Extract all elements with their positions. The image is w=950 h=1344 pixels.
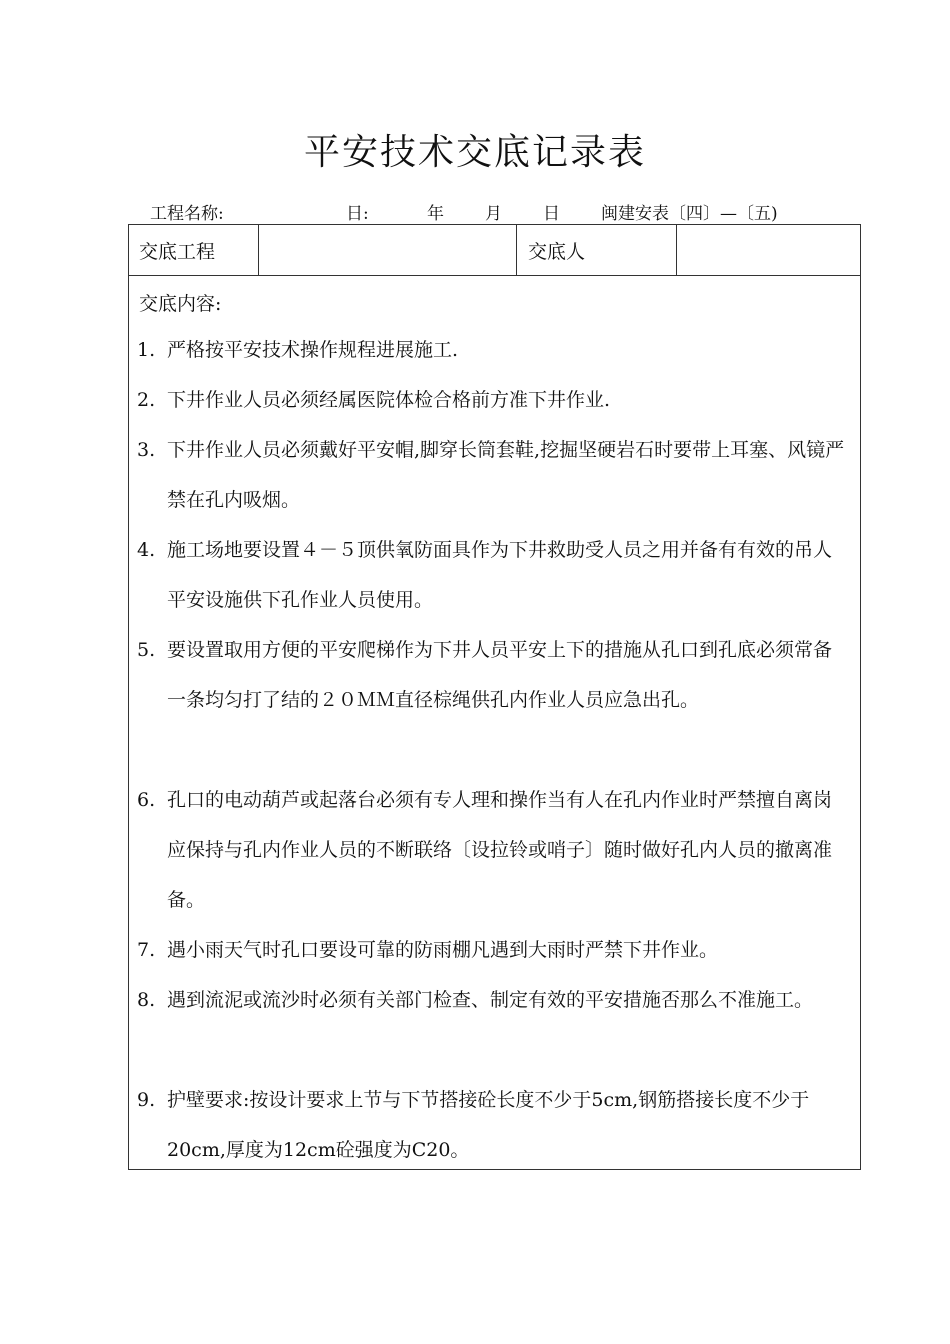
item-text: 遇小雨天气时孔口要设可靠的防雨棚凡遇到大雨时严禁下井作业。 <box>167 939 719 961</box>
list-item <box>137 775 849 925</box>
project-name-label: 工程名称: <box>150 204 224 224</box>
item-text: 孔口的电动葫芦或起落台必须有专人理和操作当有人在孔内作业时严禁擅自离岗应保持与孔内作业人员的不断联络〔设拉铃或哨子〕随时做好孔内人员的撤离准备。 <box>167 789 833 911</box>
form-code: 闽建安表〔四〕—〔五) <box>601 204 778 224</box>
item-text: 护壁要求:按设计要求上节与下节搭接砼长度不少于5cm,钢筋搭接长度不少于20cm,厚度为12cm砼强度为C20。 <box>167 1089 810 1161</box>
divider <box>676 225 677 275</box>
item-number: 5. <box>137 639 156 661</box>
item-number: 8. <box>137 989 156 1011</box>
item-number: 2. <box>137 389 156 411</box>
divider <box>516 225 517 275</box>
list-item <box>137 625 849 725</box>
list-item <box>137 1075 849 1175</box>
list-item <box>137 525 849 625</box>
day-label: 日 <box>543 204 560 224</box>
item-number: 6. <box>137 789 156 811</box>
item-number: 9. <box>137 1089 156 1111</box>
content-label: 交底内容: <box>139 293 222 315</box>
date-label: 日: <box>346 204 369 224</box>
item-text: 施工场地要设置４－５顶供氧防面具作为下井救助受人员之用并备有有效的吊人平安设施供下孔作业人员使用。 <box>167 539 833 611</box>
list-item <box>137 975 849 1025</box>
list-item <box>137 425 849 525</box>
list-item <box>137 375 849 425</box>
list-item <box>137 325 849 375</box>
year-label: 年 <box>427 204 444 224</box>
person-label: 交底人 <box>528 241 586 263</box>
item-number: 4. <box>137 539 156 561</box>
item-text: 要设置取用方便的平安爬梯作为下井人员平安上下的措施从孔口到孔底必须常备一条均匀打了结的２０ＭＭ直径棕绳供孔内作业人员应急出孔。 <box>167 639 833 711</box>
item-text: 遇到流泥或流沙时必须有关部门检查、制定有效的平安措施否那么不准施工。 <box>167 989 814 1011</box>
project-label: 交底工程 <box>139 241 216 263</box>
disclosure-form <box>128 224 861 1170</box>
item-number: 3. <box>137 439 156 461</box>
item-number: 7. <box>137 939 156 961</box>
form-header-row <box>129 225 860 276</box>
item-text: 下井作业人员必须戴好平安帽,脚穿长筒套鞋,挖掘坚硬岩石时要带上耳塞、风镜严禁在孔内吸烟。 <box>167 439 845 511</box>
month-label: 月 <box>485 204 502 224</box>
divider <box>258 225 259 275</box>
list-item <box>137 925 849 975</box>
item-number: 1. <box>137 339 156 361</box>
item-text: 严格按平安技术操作规程进展施工. <box>167 339 459 361</box>
page-title: 平安技术交底记录表 <box>303 132 646 173</box>
item-text: 下井作业人员必须经属医院体检合格前方准下井作业. <box>167 389 611 411</box>
